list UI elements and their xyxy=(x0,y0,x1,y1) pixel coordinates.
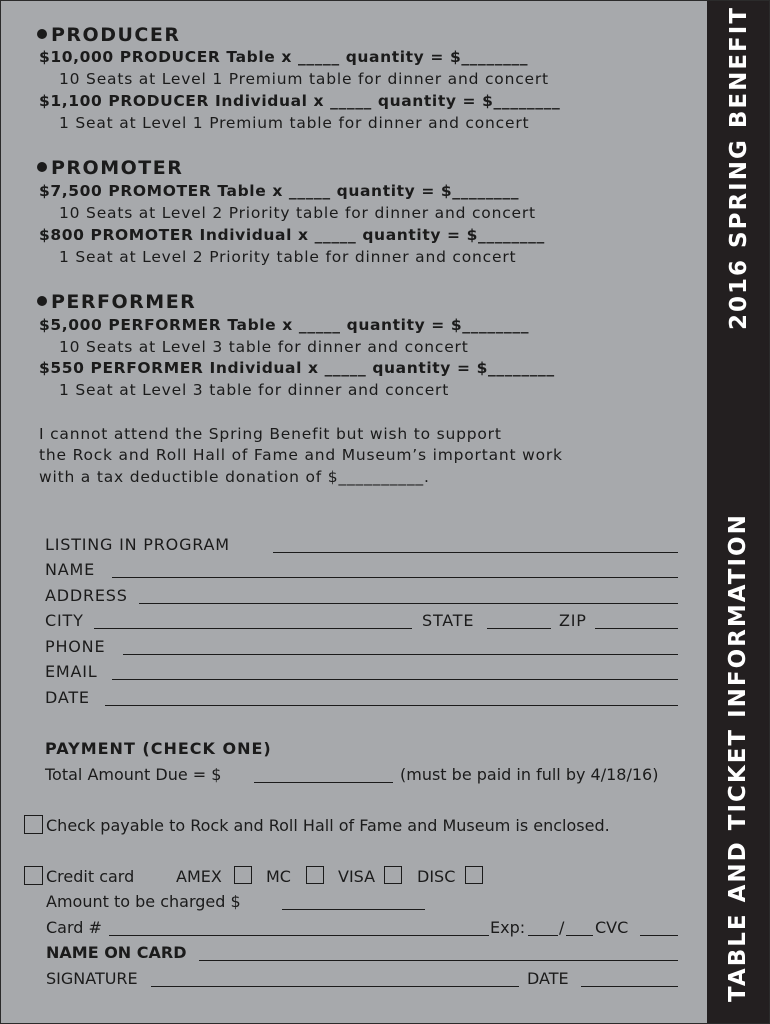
date-field[interactable] xyxy=(105,705,678,706)
zip-field[interactable] xyxy=(595,628,678,629)
card-type-visa-checkbox[interactable] xyxy=(384,866,402,884)
performer-individual-desc: 1 Seat at Level 3 table for dinner and concert xyxy=(59,381,450,399)
listing-label: LISTING IN PROGRAM xyxy=(45,535,230,554)
donation-line-3[interactable]: with a tax deductible donation of $__________. xyxy=(39,468,430,486)
bullet-icon xyxy=(37,29,47,39)
name-on-card-label: NAME ON CARD xyxy=(46,943,187,962)
expiry-label: Exp: xyxy=(490,918,526,937)
card-type-amex-checkbox[interactable] xyxy=(234,866,252,884)
bullet-icon xyxy=(37,162,47,172)
signature-field[interactable] xyxy=(151,986,519,987)
promoter-heading: PROMOTER xyxy=(37,157,183,179)
email-label: EMAIL xyxy=(45,662,98,681)
total-amount-note: (must be paid in full by 4/18/16) xyxy=(400,765,659,784)
zip-label: ZIP xyxy=(559,611,587,630)
performer-heading: PERFORMER xyxy=(37,291,196,313)
city-field[interactable] xyxy=(94,628,412,629)
form-content xyxy=(1,1,709,1024)
donation-line-1: I cannot attend the Spring Benefit but wish to support xyxy=(39,425,502,443)
expiry-month-field[interactable] xyxy=(528,935,558,936)
phone-label: PHONE xyxy=(45,637,106,656)
card-type-mc-label: MC xyxy=(266,867,291,886)
promoter-individual-desc: 1 Seat at Level 2 Priority table for dinner and concert xyxy=(59,248,517,266)
cvc-label: CVC xyxy=(595,918,629,937)
email-field[interactable] xyxy=(112,679,678,680)
expiry-year-field[interactable] xyxy=(566,935,593,936)
credit-option-checkbox[interactable] xyxy=(24,866,43,885)
amount-charged-field[interactable] xyxy=(282,909,425,910)
amount-charged-label: Amount to be charged $ xyxy=(46,892,241,911)
promoter-table-line[interactable]: $7,500 PROMOTER Table x _____ quantity = $________ xyxy=(39,182,520,200)
address-field[interactable] xyxy=(139,603,678,604)
producer-individual-desc: 1 Seat at Level 1 Premium table for dinner and concert xyxy=(59,114,530,132)
card-type-disc-label: DISC xyxy=(417,867,456,886)
name-field[interactable] xyxy=(112,577,678,578)
credit-option-label: Credit card xyxy=(46,867,135,886)
name-on-card-field[interactable] xyxy=(199,960,678,961)
state-label: STATE xyxy=(422,611,475,630)
payment-date-label: DATE xyxy=(527,969,569,988)
expiry-slash: / xyxy=(559,918,565,937)
bullet-icon xyxy=(37,296,47,306)
promoter-table-desc: 10 Seats at Level 2 Priority table for dinner and concert xyxy=(59,204,536,222)
date-label: DATE xyxy=(45,688,90,707)
donation-line-2: the Rock and Roll Hall of Fame and Museum’s important work xyxy=(39,446,563,464)
card-type-mc-checkbox[interactable] xyxy=(306,866,324,884)
promoter-individual-line[interactable]: $800 PROMOTER Individual x _____ quantity = $________ xyxy=(39,226,545,244)
card-type-disc-checkbox[interactable] xyxy=(465,866,483,884)
performer-individual-line[interactable]: $550 PERFORMER Individual x _____ quantity = $________ xyxy=(39,359,555,377)
name-label: NAME xyxy=(45,560,96,579)
side-title-table-ticket-info: TABLE AND TICKET INFORMATION xyxy=(725,513,751,1002)
card-type-visa-label: VISA xyxy=(338,867,376,886)
phone-field[interactable] xyxy=(123,654,678,655)
state-field[interactable] xyxy=(487,628,551,629)
total-amount-field[interactable] xyxy=(254,782,393,783)
check-option-checkbox[interactable] xyxy=(24,815,43,834)
producer-individual-line[interactable]: $1,100 PRODUCER Individual x _____ quantity = $________ xyxy=(39,92,561,110)
address-label: ADDRESS xyxy=(45,586,128,605)
card-number-field[interactable] xyxy=(109,935,489,936)
card-type-amex-label: AMEX xyxy=(176,867,222,886)
producer-table-line[interactable]: $10,000 PRODUCER Table x _____ quantity = $________ xyxy=(39,48,529,66)
card-number-label: Card # xyxy=(46,918,102,937)
check-option-label: Check payable to Rock and Roll Hall of Fame and Museum is enclosed. xyxy=(46,816,610,835)
total-amount-label: Total Amount Due = $ xyxy=(45,765,222,784)
producer-heading: PRODUCER xyxy=(37,24,180,46)
producer-table-desc: 10 Seats at Level 1 Premium table for dinner and concert xyxy=(59,70,549,88)
performer-table-line[interactable]: $5,000 PERFORMER Table x _____ quantity = $________ xyxy=(39,316,530,334)
city-label: CITY xyxy=(45,611,84,630)
side-title-spring-benefit: 2016 SPRING BENEFIT xyxy=(726,5,752,330)
payment-date-field[interactable] xyxy=(581,986,678,987)
performer-table-desc: 10 Seats at Level 3 table for dinner and concert xyxy=(59,338,469,356)
signature-label: SIGNATURE xyxy=(46,969,138,988)
payment-heading: PAYMENT (CHECK ONE) xyxy=(45,739,272,758)
cvc-field[interactable] xyxy=(640,935,678,936)
listing-field[interactable] xyxy=(273,552,678,553)
